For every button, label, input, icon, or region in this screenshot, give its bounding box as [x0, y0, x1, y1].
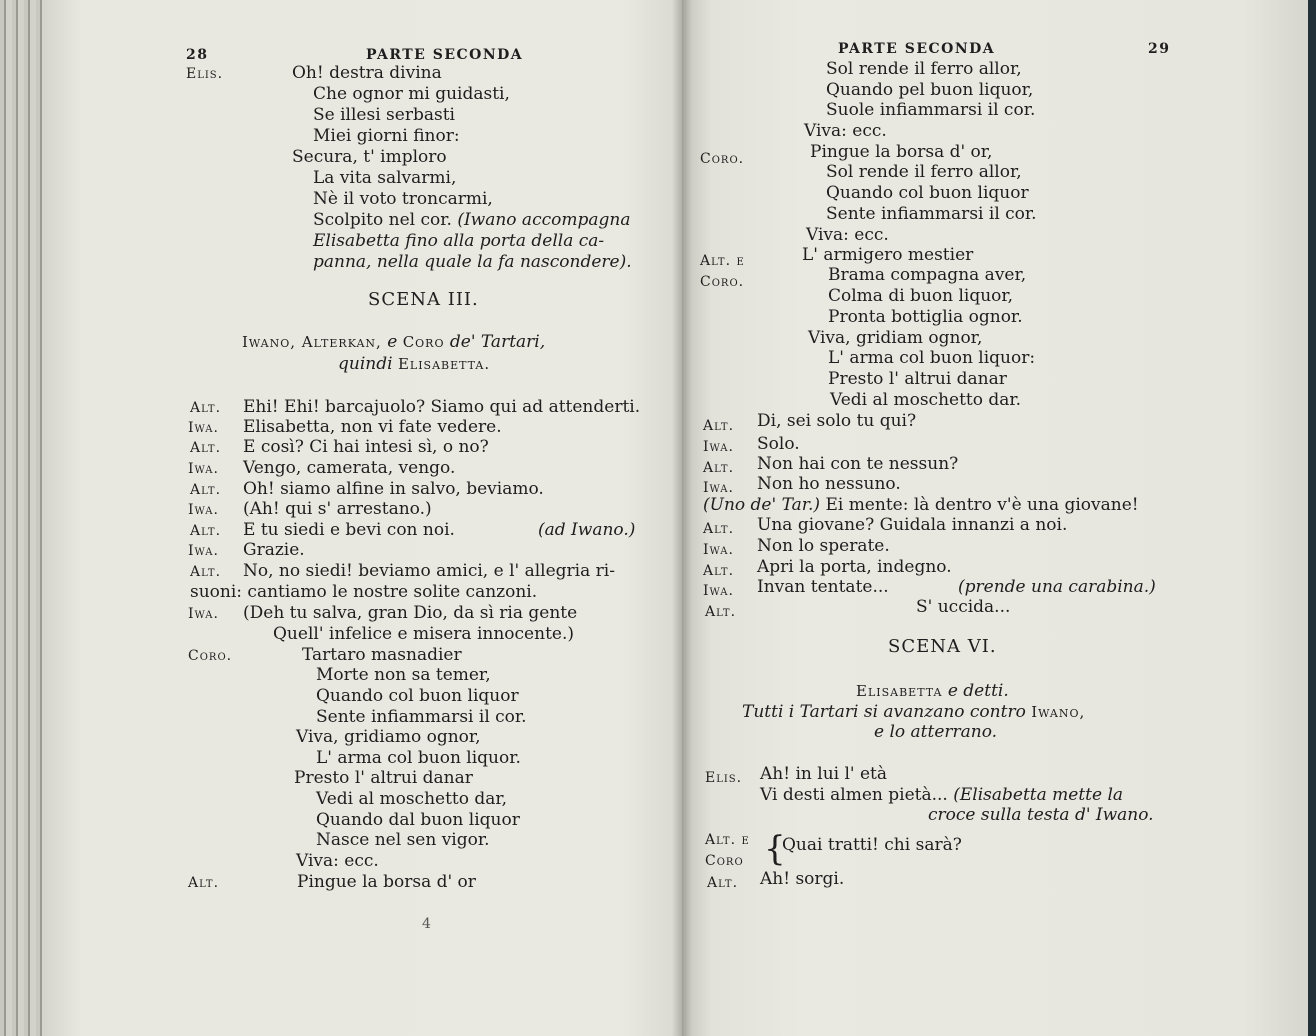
brace-mark: { [764, 829, 786, 869]
speaker-label: Alt. [703, 521, 735, 537]
verse-line: Nasce nel sen vigor. [316, 830, 490, 850]
cast-name: Iwano, [1031, 703, 1086, 721]
left-running-header: PARTE SECONDA [366, 47, 524, 63]
verse-line [313, 210, 630, 230]
speaker-label: Iwa. [188, 461, 219, 477]
verse-line: Oh! destra divina [292, 63, 442, 83]
dialogue-line: Di, sei solo tu qui? [757, 411, 917, 431]
speaker-label: Alt. [190, 440, 222, 456]
speaker-label: Iwa. [703, 542, 734, 558]
cast-conj: quindi [338, 354, 393, 374]
speaker-elis: Elis. [186, 66, 224, 82]
verse-line: Colma di buon liquor, [828, 286, 1014, 306]
dialogue-line: Oh! siamo alfine in salvo, beviamo. [243, 479, 544, 499]
stage-direction: (Elisabetta mette la [953, 785, 1124, 805]
stage-direction: croce sulla testa d' Iwano. [928, 805, 1154, 825]
verse-line: L' arma col buon liquor. [316, 748, 521, 768]
cast-desc: e detti. [947, 681, 1009, 701]
speaker-label: Iwa. [703, 439, 734, 455]
cast-line: e lo atterrano. [874, 722, 998, 742]
speaker-label: Alt. [703, 563, 735, 579]
verse-line: Secura, t' imploro [292, 147, 447, 167]
right-running-header: PARTE SECONDA [838, 41, 996, 57]
verse-line: Che ognor mi guidasti, [313, 84, 510, 104]
speaker-label: Iwa. [188, 606, 219, 622]
verse-line: Ah! in lui l' età [760, 764, 888, 784]
dialogue-line: Non hai con te nessun? [757, 454, 959, 474]
dialogue-line [703, 495, 1139, 515]
dialogue-line: No, no siedi! beviamo amici, e l' allegria ri- [243, 561, 615, 581]
verse-line: Brama compagna aver, [828, 265, 1027, 285]
verse-line: Viva, gridiam ognor, [808, 328, 983, 348]
verse-line: Vedi al moschetto dar, [316, 789, 508, 809]
cast-conj: e [387, 332, 398, 352]
verse-line: Pronta bottiglia ognor. [828, 307, 1023, 327]
dialogue-line: Grazie. [243, 540, 305, 560]
cast-desc: Tutti i Tartari si avanzano contro [742, 702, 1026, 722]
verse-line: L' arma col buon liquor: [828, 348, 1036, 368]
verse-line: Viva: ecc. [296, 851, 379, 871]
verse-line: Miei giorni finor: [313, 126, 460, 146]
speaker-label: Coro [705, 853, 744, 869]
verse-line: Ah! sorgi. [760, 869, 845, 889]
dialogue-line: E tu siedi e bevi con noi. [243, 520, 455, 540]
speaker-label: Alt. [190, 523, 222, 539]
speaker-label: Alt. [705, 604, 737, 620]
verse-line: Presto l' altrui danar [828, 369, 1007, 389]
scene-title: SCENA III. [368, 289, 479, 310]
cast-desc: de' Tartari, [449, 332, 546, 352]
verse-line: Quando col buon liquor [316, 686, 519, 706]
stage-direction: Elisabetta fino alla porta della ca- [313, 231, 605, 251]
verse-line: Quando pel buon liquor, [826, 80, 1034, 100]
speaker-label: Alt. [188, 875, 220, 891]
dialogue-line: suoni: cantiamo le nostre solite canzoni. [190, 582, 538, 602]
dialogue-line: Una giovane? Guidala innanzi a noi. [757, 515, 1068, 535]
speaker-label: Alt. [190, 564, 222, 580]
verse-line: Pingue la borsa d' or, [810, 142, 993, 162]
verse-line: Morte non sa temer, [316, 665, 491, 685]
stage-direction: (ad Iwano.) [538, 520, 636, 540]
dialogue-line: Solo. [757, 434, 800, 454]
cast-name: Coro [402, 333, 445, 351]
verse-line: Sente infiammarsi il cor. [826, 204, 1037, 224]
cast-line [742, 702, 1085, 722]
dialogue-text: Ei mente: là dentro v'è una giovane! [825, 495, 1139, 515]
dialogue-line: Vengo, camerata, vengo. [243, 458, 456, 478]
speaker-label: Alt. [703, 418, 735, 434]
cast-line [242, 332, 545, 352]
speaker-label: Iwa. [188, 502, 219, 518]
stage-direction: (Iwano accompagna [457, 210, 631, 230]
verse-line: Sente infiammarsi il cor. [316, 707, 527, 727]
speaker-label: Elis. [705, 770, 743, 786]
speaker-label: Alt. [707, 875, 739, 891]
stage-direction: (Uno de' Tar.) [703, 495, 821, 515]
speaker-label: Alt. [190, 400, 222, 416]
verse-line [760, 785, 1123, 805]
speaker-label: Iwa. [703, 480, 734, 496]
verse-line: Quai tratti! chi sarà? [782, 835, 962, 855]
verse-line: Sol rende il ferro allor, [826, 59, 1022, 79]
dialogue-line: (Ah! qui s' arrestano.) [243, 499, 432, 519]
cast-name: Elisabetta. [397, 355, 491, 373]
speaker-label: Coro. [700, 274, 745, 290]
speaker-label: Iwa. [188, 420, 219, 436]
verse-line: Viva: ecc. [806, 225, 889, 245]
right-edge [1308, 0, 1316, 1036]
speaker-label: Alt. e [705, 832, 750, 848]
verse-line: Quando dal buon liquor [316, 810, 520, 830]
dialogue-line: S' uccida... [916, 597, 1011, 617]
speaker-label: Iwa. [188, 543, 219, 559]
speaker-label: Iwa. [703, 583, 734, 599]
verse-text: Vi desti almen pietà... [760, 785, 948, 805]
speaker-label: Alt. [190, 482, 222, 498]
speaker-label: Coro. [700, 151, 745, 167]
speaker-label: Coro. [188, 648, 233, 664]
verse-line: Vedi al moschetto dar. [830, 390, 1022, 410]
dialogue-line: Quell' infelice e misera innocente.) [273, 624, 574, 644]
stage-direction: panna, nella quale la fa nascondere). [313, 252, 632, 272]
dialogue-line: Non ho nessuno. [757, 474, 901, 494]
verse-text: Scolpito nel cor. [313, 210, 452, 230]
signature-mark: 4 [422, 916, 431, 932]
verse-line: Se illesi serbasti [313, 105, 455, 125]
cast-line [856, 681, 1009, 701]
dialogue-line: Elisabetta, non vi fate vedere. [243, 417, 502, 437]
verse-line: Quando col buon liquor [826, 183, 1029, 203]
left-page-number: 28 [186, 47, 209, 63]
dialogue-line: E così? Ci hai intesi sì, o no? [243, 437, 489, 457]
speaker-label: Alt. [703, 460, 735, 476]
dialogue-line: Apri la porta, indegno. [757, 557, 952, 577]
speaker-label: Alt. e [700, 253, 745, 269]
verse-line: Viva, gridiamo ognor, [296, 727, 481, 747]
scene-title: SCENA VI. [888, 636, 997, 657]
verse-line: Presto l' altrui danar [294, 768, 473, 788]
dialogue-line: Ehi! Ehi! barcajuolo? Siamo qui ad attenderti. [243, 397, 641, 417]
right-page-number: 29 [1148, 41, 1171, 57]
book-gutter [672, 0, 692, 1036]
cast-names: Iwano, Alterkan, [242, 333, 382, 351]
cast-name: Elisabetta [856, 682, 943, 700]
dialogue-line: Invan tentate... [757, 577, 889, 597]
verse-line: Pingue la borsa d' or [297, 872, 476, 892]
cast-line [338, 354, 490, 374]
dialogue-line: Non lo sperate. [757, 536, 890, 556]
verse-line: Suole infiammarsi il cor. [826, 100, 1036, 120]
dialogue-line: (Deh tu salva, gran Dio, da sì ria gente [243, 603, 578, 623]
verse-line: Tartaro masnadier [302, 645, 462, 665]
verse-line: L' armigero mestier [802, 245, 974, 265]
verse-line: Nè il voto troncarmi, [313, 189, 493, 209]
verse-line: Sol rende il ferro allor, [826, 162, 1022, 182]
stage-direction: (prende una carabina.) [958, 577, 1156, 597]
verse-line: Viva: ecc. [804, 121, 887, 141]
verse-line: La vita salvarmi, [313, 168, 457, 188]
